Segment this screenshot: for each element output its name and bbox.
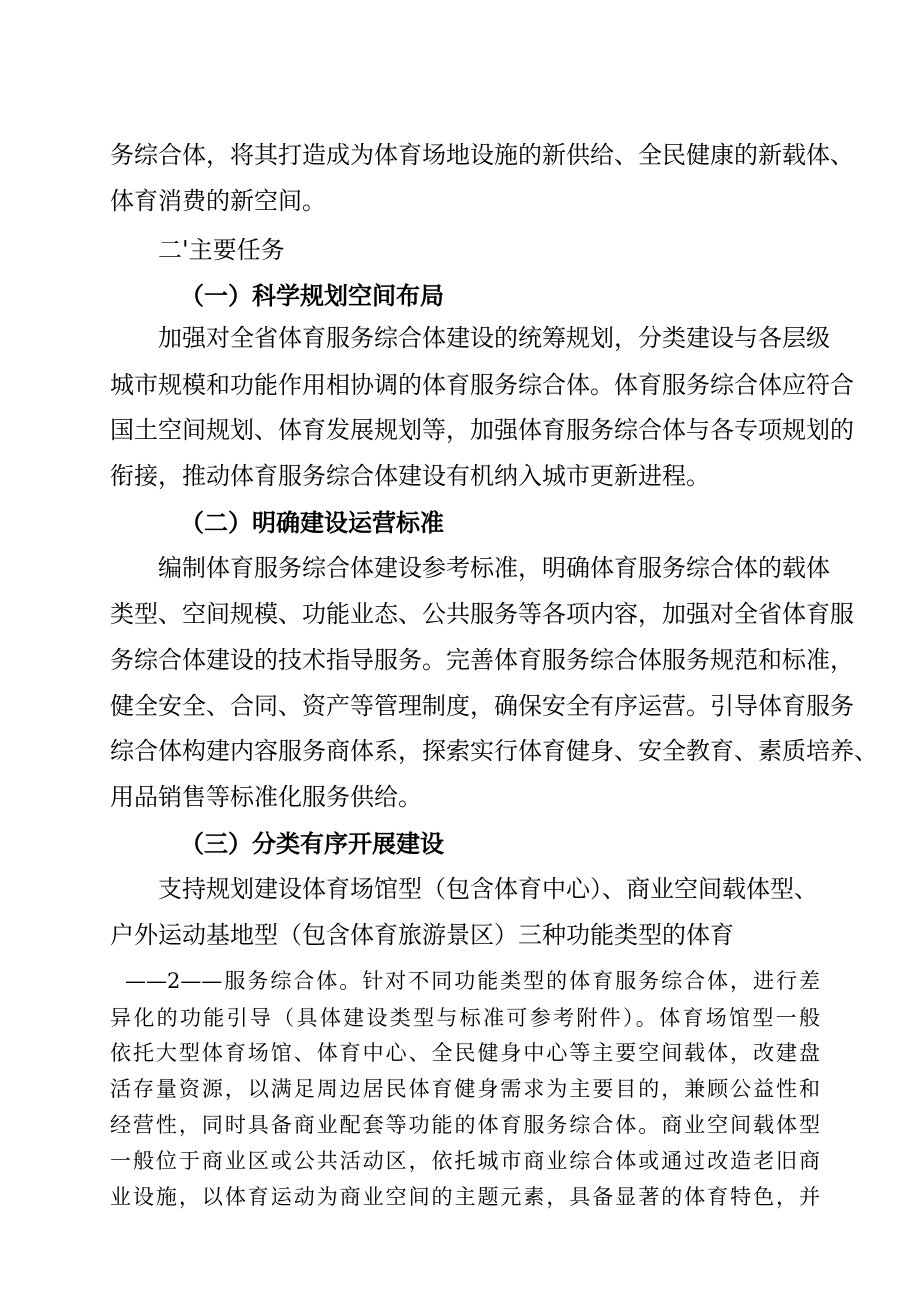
body-line: 编制体育服务综合体建设参考标准，明确体育服务综合体的载体 (158, 554, 830, 582)
body-line: 国土空间规划、体育发展规划等，加强体育服务综合体与各专项规划的 (110, 416, 854, 444)
body-line: 经营性，同时具备商业配套等功能的体育服务综合体。商业空间载体型 (110, 1113, 820, 1137)
body-line: 健全安全、合同、资产等管理制度，确保安全有序运营。引导体育服务 (110, 692, 854, 720)
body-line: 户外运动基地型（包含体育旅游景区）三种功能类型的体育 (110, 921, 734, 949)
subsection-heading: （三）分类有序开展建设 (180, 829, 444, 858)
body-line: 依托大型体育场馆、体育中心、全民健身中心等主要空间载体，改建盘 (110, 1041, 820, 1065)
body-line: 加强对全省体育服务综合体建设的统筹规划，分类建设与各层级 (158, 324, 830, 352)
body-line: 支持规划建设体育场馆型（包含体育中心）、商业空间载体型、 (158, 875, 818, 903)
body-line: 综合体构建内容服务商体系，探索实行体育健身、安全教育、素质培养、 (110, 737, 878, 765)
body-line: 类型、空间规模、功能业态、公共服务等各项内容，加强对全省体育服 (110, 600, 854, 628)
subsection-heading: （一）科学规划空间布局 (180, 281, 444, 310)
section-heading: 二'主要任务 (158, 236, 285, 264)
body-line: 一般位于商业区或公共活动区，依托城市商业综合体或通过改造老旧商 (110, 1149, 820, 1173)
body-line: 城市规模和功能作用相协调的体育服务综合体。体育服务综合体应符合 (110, 371, 854, 399)
body-line-with-page-number: ——2——服务综合体。针对不同功能类型的体育服务综合体，进行差 (125, 969, 820, 993)
body-line: 业设施，以体育运动为商业空间的主题元素，具备显著的体育特色，并 (110, 1185, 820, 1209)
body-line: 衔接，推动体育服务综合体建设有机纳入城市更新进程。 (110, 462, 710, 490)
body-line: 务综合体建设的技术指导服务。完善体育服务综合体服务规范和标准， (110, 646, 854, 674)
body-line: 用品销售等标准化服务供给。 (110, 783, 422, 811)
body-line: 活存量资源，以满足周边居民体育健身需求为主要目的，兼顾公益性和 (110, 1077, 820, 1101)
body-line: 务综合体，将其打造成为体育场地设施的新供给、全民健康的新载体、 (110, 141, 854, 169)
subsection-heading: （二）明确建设运营标准 (180, 508, 444, 537)
body-line: 体育消费的新空间。 (110, 187, 326, 215)
body-line: 异化的功能引导（具体建设类型与标准可参考附件）。体育场馆型一般 (110, 1006, 820, 1030)
